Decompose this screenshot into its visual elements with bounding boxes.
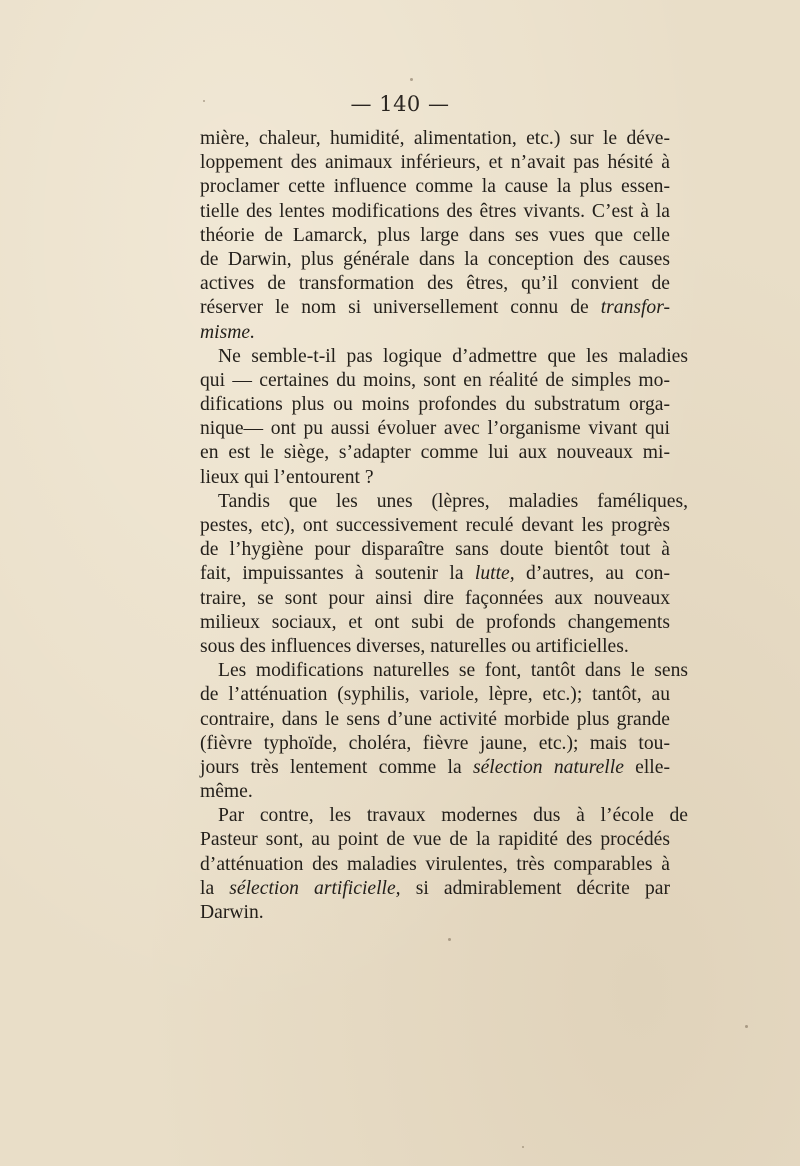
italic-text: lutte, — [474, 563, 515, 585]
text-line — [200, 853, 670, 877]
text-line — [200, 441, 670, 465]
line-text: difications plus ou moins profondes du substratum orga- — [200, 394, 670, 416]
text-line — [200, 683, 670, 707]
line-text: Les modifications naturelles se font, tantôt dans le sens — [218, 660, 688, 682]
line-text: qui — certaines du moins, sont en réalité de simples mo- — [200, 369, 670, 391]
line-text: d’autres, au con- — [525, 563, 670, 585]
line-text: la — [200, 877, 215, 899]
line-text: elle- — [635, 756, 670, 778]
line-text: de l’atténuation (syphilis, variole, lèpre, etc.); tantôt, au — [200, 684, 670, 706]
italic-text: sélection artificielle, — [229, 877, 401, 899]
paper-speck — [410, 78, 413, 81]
line-text: de Darwin, plus générale dans la conception des causes — [200, 248, 670, 270]
line-text: loppement des animaux inférieurs, et n’avait pas hésité à — [200, 152, 670, 174]
text-line — [200, 272, 670, 296]
page-number: — 140 — — [350, 92, 450, 116]
line-text: Pasteur sont, au point de vue de la rapidité des procédés — [200, 829, 670, 851]
text-line — [200, 611, 670, 635]
text-line — [200, 200, 670, 224]
line-text: milieux sociaux, et ont subi de profonds changements — [200, 611, 670, 633]
line-text: pestes, etc), ont successivement reculé devant les progrès — [200, 515, 670, 536]
text-line — [200, 417, 670, 441]
italic-text: misme. — [200, 321, 255, 343]
line-text: sous des influences diverses, naturelles ou artificielles. — [200, 635, 629, 657]
body-text — [200, 127, 688, 925]
text-line — [200, 248, 670, 272]
text-line — [200, 127, 670, 151]
text-line — [200, 224, 670, 248]
text-line — [200, 538, 670, 562]
text-line — [200, 635, 670, 659]
line-text: fait, impuissantes à soutenir la — [200, 563, 464, 585]
line-text: contraire, dans le sens d’une activité morbide plus grande — [200, 708, 670, 730]
text-line — [200, 780, 670, 804]
line-text: réserver le nom si universellement connu de — [200, 297, 589, 319]
italic-text: transfor- — [600, 297, 670, 319]
text-line — [200, 490, 688, 514]
text-line — [200, 345, 688, 369]
line-text: Ne semble-t-il pas logique d’admettre que les maladies — [218, 345, 688, 367]
italic-text: sélection naturelle — [472, 756, 624, 778]
text-line — [200, 587, 670, 611]
line-text: théorie de Lamarck, plus large dans ses vues que celle — [200, 224, 670, 246]
text-line — [200, 828, 670, 852]
text-line — [200, 562, 670, 586]
text-line — [200, 321, 670, 345]
line-text: Darwin. — [200, 902, 264, 923]
text-line — [200, 732, 670, 756]
line-text: en est le siège, s’adapter comme lui aux nouveaux mi- — [200, 442, 670, 464]
text-line — [200, 901, 670, 925]
line-text: Par contre, les travaux modernes dus à l’école de — [218, 805, 688, 827]
text-line — [200, 296, 670, 320]
line-text: lieux qui l’entourent ? — [200, 466, 374, 488]
text-line — [200, 393, 670, 417]
text-line — [200, 514, 670, 538]
text-line — [200, 369, 670, 393]
line-text: jours très lentement comme la — [200, 756, 462, 778]
line-text: Tandis que les unes (lèpres, maladies faméliques, — [218, 490, 688, 512]
text-line — [200, 877, 670, 901]
text-line — [200, 708, 670, 732]
line-text: traire, se sont pour ainsi dire façonnées aux nouveaux — [200, 587, 670, 609]
text-line — [200, 756, 670, 780]
paper-speck — [745, 1025, 748, 1028]
paper-speck — [448, 938, 451, 941]
text-line — [200, 804, 688, 828]
line-text: si admirablement décrite par — [415, 877, 671, 899]
line-text: même. — [200, 781, 253, 803]
line-text: mière, chaleur, humidité, alimentation, etc.) sur le déve- — [200, 128, 670, 149]
text-line — [200, 466, 670, 490]
text-line — [200, 659, 688, 683]
line-text: tielle des lentes modifications des êtres vivants. C’est à la — [200, 200, 670, 222]
line-text: proclamer cette influence comme la cause la plus essen- — [200, 176, 670, 198]
line-text: d’atténuation des maladies virulentes, très comparables à — [200, 853, 670, 875]
line-text: actives de transformation des êtres, qu’il convient de — [200, 273, 670, 295]
line-text: de l’hygiène pour disparaître sans doute bientôt tout à — [200, 539, 670, 561]
text-line — [200, 151, 670, 175]
paper-speck — [522, 1146, 524, 1148]
line-text: (fièvre typhoïde, choléra, fièvre jaune, etc.); mais tou- — [200, 732, 670, 754]
text-line — [200, 175, 670, 199]
paper-speck — [203, 100, 205, 102]
line-text: nique— ont pu aussi évoluer avec l’organisme vivant qui — [200, 418, 670, 440]
